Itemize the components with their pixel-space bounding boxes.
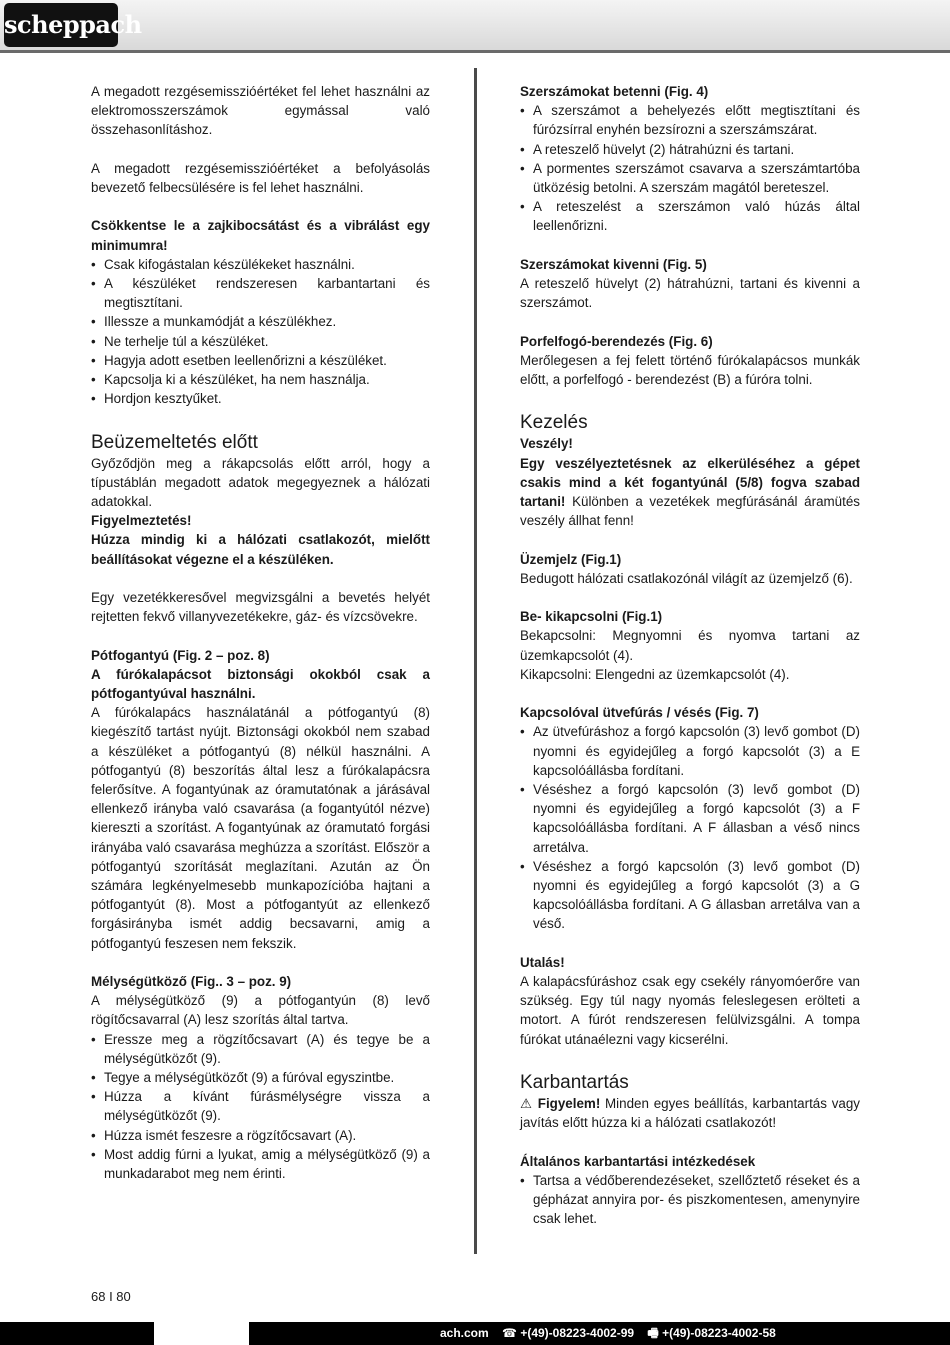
list-item: • A készüléket rendszeresen karbantartani és megtisztítani. bbox=[91, 276, 430, 311]
depth-stop-text: A mélységütköző (9) a pótfogantyún (8) levő rögítőcsavarral (A) lesz szorítás által tartva. bbox=[91, 993, 430, 1028]
warning-label: Figyelmeztetés! bbox=[91, 513, 192, 529]
list-item: • Most addig fúrni a lyukat, amig a mélységütköző (9) a munkadarabot meg nem érinti. bbox=[91, 1146, 430, 1182]
list-item: • Kapcsolja ki a készüléket, ha nem használja. bbox=[91, 372, 370, 388]
list-item: • Eressze meg a rögzítőcsavart (A) és tegye be a mélységütközőt (9). bbox=[91, 1031, 430, 1066]
indicator-heading: Üzemjelz (Fig.1) bbox=[520, 551, 622, 567]
on-off-heading: Be- kikapcsolni (Fig.1) bbox=[520, 609, 663, 625]
remove-tools-heading: Szerszámokat kivenni (Fig. 5) bbox=[520, 256, 707, 272]
aux-handle-bold: A fúrókalapácsot biztonsági okokból csak a pótfogantyúval használni. bbox=[91, 666, 430, 702]
note-label: Utalás! bbox=[520, 954, 565, 970]
footer-phone: ☎ +(49)-08223-4002-99 bbox=[502, 1326, 635, 1340]
dust-device-heading: Porfelfogó-berendezés (Fig. 6) bbox=[520, 333, 713, 349]
maintenance-warning bbox=[520, 1094, 860, 1132]
indicator-text: Bedugott hálózati csatlakozónál világít az üzemjelző (6). bbox=[520, 570, 853, 586]
list-item: • Csak kifogástalan készülékeket használni. bbox=[91, 256, 355, 272]
list-item: • A pormentes szerszámot csavarva a szerszámtartóba ütközésig betolni. A szerszám magától bereteszel. bbox=[520, 160, 860, 196]
insert-tools-heading: Szerszámokat betenni (Fig. 4) bbox=[520, 84, 709, 99]
list-item: • A szerszámot a behelyezés előtt megtisztítani és fúrózsírral enyhén bezsírozni a szerszámszárat. bbox=[520, 103, 860, 138]
section-title-maintenance: Karbantartás bbox=[520, 1072, 629, 1094]
switch-off-text: Kikapcsolni: Elengedni az üzemkapcsolót (4). bbox=[520, 666, 790, 682]
cable-detector-paragraph: Egy vezetékkeresővel megvizsgálni a bevetés helyét rejtetten fekvő villanyvezetékekre, gáz- és vízcsövekre. bbox=[91, 590, 430, 625]
depth-stop-heading: Mélységütköző (Fig.. 3 – poz. 9) bbox=[91, 974, 292, 990]
page-header bbox=[0, 0, 950, 53]
aux-handle-text: A fúrókalapács használatánál a pótfogantyú (8) kiegészítő tartást nyújt. Biztonsági okokból nem szabad a készüléket a pótfogantyú (8) nélkül használni. A pótfogantyú (8) beszorítás által lesz a fúrókalapácsra felerősítve. A fogantyúnak az óramutatónak a járásával ellenkező irányba való csavarása (a fogantyútól nézve) kiereszti a szorítást. A fogantyúnak az óramutató forgási irányába való csavarása meghúzza a szorítást. Először a pótfogantyú szorítását meglazítani. Azután az Ön számára legkényelmesebb munkapozícióba hajtani a pótfogantyút (8). Most a pótfogantyút az ellenkező forgásirányba ismét addig becsavarni, amig a pótfogantyú feszesen nem fekszik. bbox=[91, 705, 430, 951]
vibration-comparison-paragraph: A megadott rezgésemisszióértéket fel lehet használni az elektromosszerszámok egymással való összehasonlításhoz. bbox=[91, 84, 430, 138]
footer-website: ach.com bbox=[440, 1326, 489, 1340]
mode-switch-list bbox=[520, 722, 860, 933]
danger-bold: Egy veszélyeztetésnek az elkerüléséhez a gépet csakis mind a két fogantyúnál (5/8) fogva szabad tartani! bbox=[520, 455, 860, 510]
general-maintenance-list bbox=[520, 1171, 860, 1229]
left-column bbox=[91, 82, 430, 1183]
list-item: • Tartsa a védőberendezéseket, szellőztető réseket és a gépházat annyira por- és piszkomentesen, amenynyire csak lehet. bbox=[520, 1172, 860, 1227]
mode-switch-heading: Kapcsolóval ütvefúrás / vésés (Fig. 7) bbox=[520, 705, 759, 721]
list-item: • Húzza a kívánt fúrásmélységre vissza a mélységütközőt (9). bbox=[91, 1089, 430, 1124]
right-column bbox=[520, 82, 860, 1228]
danger-paragraph bbox=[520, 454, 860, 531]
rating-plate-paragraph: Győződjön meg a rákapcsolás előtt arról, hogy a típustáblán megadott adatok megegyeznek a hálózati adatokkal. bbox=[91, 455, 430, 510]
section-title-operation: Kezelés bbox=[520, 412, 588, 434]
section-title-before-use: Beüzemeltetés előtt bbox=[91, 431, 258, 453]
list-item: • A reteszelő hüvelyt (2) hátrahúzni és tartani. bbox=[520, 141, 795, 157]
list-item: • Illessze a munkamódját a készülékhez. bbox=[91, 314, 337, 330]
aux-handle-heading: Pótfogantyú (Fig. 2 – poz. 8) bbox=[91, 647, 270, 663]
list-item: • Tegye a mélységütközőt (9) a fúróval egyszintbe. bbox=[91, 1070, 395, 1086]
list-item: • Az ütvefúráshoz a forgó kapcsolón (3) levő gombot (D) nyomni és egyidejűleg a forgó kapcsolót (3) a E kapcsolóállásba fordítani. bbox=[520, 724, 860, 778]
maintenance-warning-text: Minden egyes beállítás, karbantartás vagy javítás előtt húzza ki a hálózati csatlakozót! bbox=[520, 1096, 860, 1131]
remove-tools-text: A reteszelő hüvelyt (2) hátrahúzni, tartani és kivenni a szerszámot. bbox=[520, 276, 860, 311]
warning-text: Húzza mindig ki a hálózati csatlakozót, mielőtt beállításokat végezne el a készüléken. bbox=[91, 532, 430, 567]
list-item: • Hagyja adott esetben leellenőrizni a készüléket. bbox=[91, 352, 387, 368]
list-item: • Hordjon kesztyűket. bbox=[91, 391, 222, 407]
general-maintenance-heading: Általános karbantartási intézkedések bbox=[520, 1153, 756, 1169]
scheppach-logo: scheppach bbox=[4, 3, 118, 47]
maintenance-warning-label: ⚠ Figyelem! bbox=[520, 1096, 601, 1112]
list-item: • Húzza ismét feszesre a rögzítőcsavart (A). bbox=[91, 1127, 357, 1143]
footer-fax: 🖷 +(49)-08223-4002-58 bbox=[647, 1326, 776, 1340]
note-text: A kalapácsfúráshoz csak egy csekély rányomóerőre van szükség. Egy túl nagy nyomás feleslegesen erölteti a motort. A fúrót rendszeresen felülvizsgálni. A tompa fúrókat utánaélezni vagy kicserélni. bbox=[520, 974, 860, 1047]
column-divider bbox=[474, 68, 477, 1254]
page-number: 68 I 80 bbox=[91, 1289, 131, 1304]
list-item: • Véséshez a forgó kapcsolón (3) levő gombot (D) nyomni és egyidejűleg a forgó kapcsolót (3) a F kapcsolóállásba fordítani. A F állasban a véső nincs arretálva. bbox=[520, 782, 860, 855]
switch-on-text: Bekapcsolni: Megnyomni és nyomva tartani az üzemkapcsolót (4). bbox=[520, 628, 860, 663]
insert-tools-list bbox=[520, 101, 860, 235]
depth-stop-list bbox=[91, 1030, 430, 1184]
list-item: • Ne terhelje túl a készüléket. bbox=[91, 333, 269, 349]
list-item: • Véséshez a forgó kapcsolón (3) levő gombot (D) nyomni és egyidejűleg a forgó kapcsolót (3) a G kapcsolóállásba fordítani. A G állasban arretálva van a véső. bbox=[520, 858, 860, 932]
danger-text: Különben a vezetékek megfúrásánál áramütés veszély állhat fenn! bbox=[520, 494, 860, 529]
reduce-noise-heading: Csökkentse le a zajkibocsátást és a vibrálást egy minimumra! bbox=[91, 218, 430, 253]
list-item: • A reteszelést a szerszámon való húzás által leellenőrizni. bbox=[520, 199, 860, 234]
dust-device-text: Merőlegesen a fej felett történő fúrókalapácsos munkák előtt, a porfelfogó - berendezést (B) a fúróra tolni. bbox=[520, 352, 860, 388]
vibration-estimate-paragraph: A megadott rezgésemisszióértéket a befolyásolás bevezető felbecsülésére is fel lehet használni. bbox=[91, 160, 430, 195]
danger-label: Veszély! bbox=[520, 436, 573, 452]
reduce-noise-list bbox=[91, 255, 430, 409]
page-footer bbox=[0, 1322, 950, 1345]
